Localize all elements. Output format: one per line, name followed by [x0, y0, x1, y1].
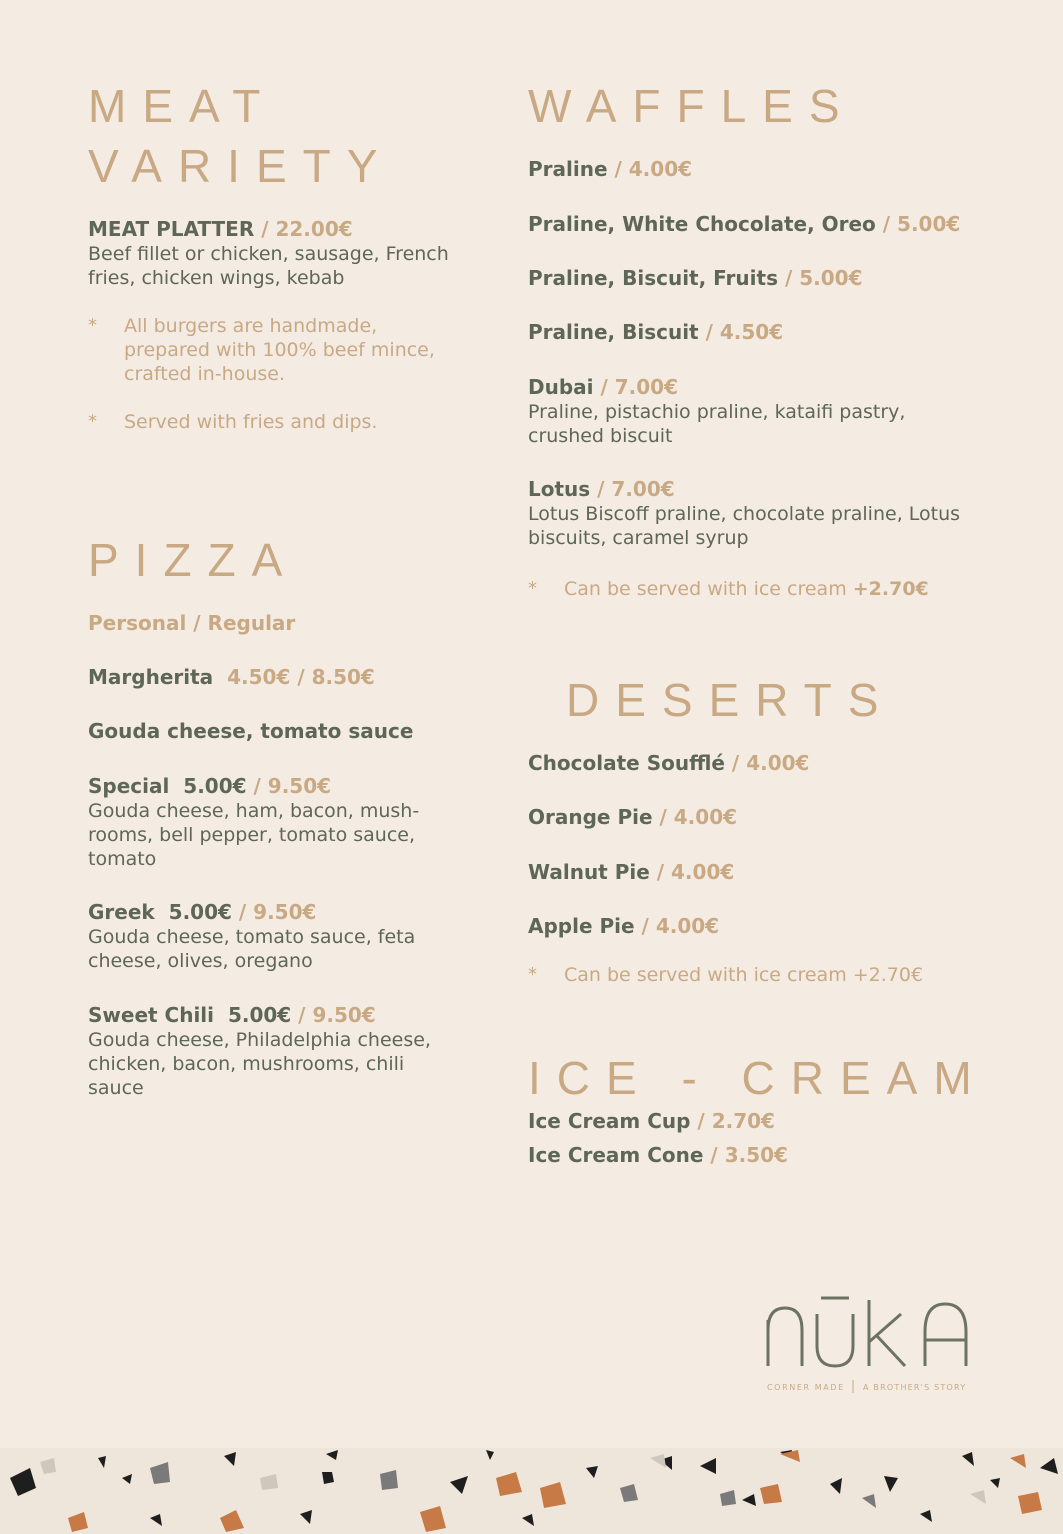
desert-item [528, 913, 1008, 939]
note-text: Can be served with ice cream +2.70€ [564, 964, 924, 986]
desert-item [528, 804, 1008, 830]
tagline-left: CORNER MADE [767, 1383, 845, 1392]
item-price: 7.00€ [614, 375, 679, 399]
item-description: Praline, pistachio praline, kataifi pastry, crushed biscuit [528, 401, 906, 447]
price-separator: / [593, 375, 615, 399]
price-separator: / [649, 860, 672, 884]
item-price: 4.50€ [719, 320, 784, 344]
note-price: +2.70€ [852, 578, 929, 600]
size-header-text: Personal / Regular [88, 611, 296, 635]
fries-note [88, 410, 488, 434]
deserts-title: DESERTS [566, 674, 895, 726]
price-separator: / [690, 1109, 712, 1133]
waffle-item [528, 476, 1008, 550]
item-price-regular: 9.50€ [267, 774, 332, 798]
pizza-title: PIZZA [88, 534, 299, 586]
item-name: Orange Pie [528, 805, 653, 829]
item-price: 22.00€ [275, 217, 353, 241]
item-name: Praline, Biscuit, Fruits [528, 266, 778, 290]
item-name: Dubai [528, 375, 594, 399]
item-price: 5.00€ [897, 212, 961, 236]
price-separator: / [254, 217, 276, 241]
waffles-title: WAFFLES [528, 80, 856, 132]
item-name: Apple Pie [528, 914, 635, 938]
ice-cream-item [528, 1108, 1008, 1134]
nuka-logo [765, 1296, 975, 1396]
item-price-regular: 9.50€ [312, 1003, 376, 1027]
note-text: All burgers are handmade, prepared with 100% beef mince, crafted in-house. [124, 315, 435, 385]
item-description: Lotus Biscoff praline, chocolate praline, Lotus biscuits, caramel syrup [528, 503, 961, 549]
item-price: 7.00€ [611, 477, 675, 501]
price-separator: / [875, 212, 898, 236]
price-separator: / [590, 477, 612, 501]
meat-title-line2: VARIETY [88, 140, 394, 192]
price-separator: / [231, 900, 254, 924]
price-separator: / [246, 774, 268, 798]
item-name: Ice Cream Cone [528, 1143, 704, 1167]
item-name: Margherita [88, 665, 214, 689]
item-description: Gouda cheese, tomato sauce, feta cheese, olives, oregano [88, 926, 416, 972]
burger-note [88, 314, 468, 386]
item-price-personal: 5.00€ [168, 900, 232, 924]
special-pizza-item [88, 773, 488, 871]
item-price: 4.00€ [655, 914, 720, 938]
price-separator: / [703, 1143, 725, 1167]
item-price: 5.00€ [799, 266, 863, 290]
item-name: Praline, Biscuit [528, 320, 699, 344]
item-price: 4.50€ / 8.50€ [227, 665, 375, 689]
price-separator: / [634, 914, 656, 938]
price-separator: / [291, 1003, 313, 1027]
waffle-item [528, 319, 1008, 345]
greek-pizza-item [88, 899, 488, 973]
item-price-regular: 9.50€ [253, 900, 317, 924]
asterisk-icon: * [88, 315, 97, 336]
note-text: Served with fries and dips. [124, 411, 378, 433]
item-price: 3.50€ [724, 1143, 788, 1167]
item-name: Chocolate Soufflé [528, 751, 725, 775]
item-name: Praline [528, 157, 608, 181]
desert-item [528, 750, 1008, 776]
sweet-chili-pizza-item [88, 1002, 488, 1100]
item-description: Gouda cheese, Philadelphia cheese, chicken, bacon, mushrooms, chili sauce [88, 1029, 431, 1099]
terrazzo-pattern [0, 1448, 1063, 1534]
item-price-personal: 5.00€ [227, 1003, 292, 1027]
item-description: Gouda cheese, ham, bacon, mush-rooms, bell pepper, tomato sauce, tomato [88, 800, 420, 870]
gouda-item [88, 718, 488, 744]
waffle-item [528, 156, 1008, 182]
tagline-right: A BROTHER'S STORY [863, 1383, 967, 1392]
ice-cream-item [528, 1142, 1008, 1168]
item-price: 4.00€ [628, 157, 693, 181]
margherita-item [88, 664, 488, 690]
waffle-item [528, 374, 1008, 448]
ice-cream-title: ICE - CREAM [528, 1052, 988, 1104]
item-name: Ice Cream Cup [528, 1109, 691, 1133]
item-name: Greek [88, 900, 155, 924]
meat-variety-title [88, 76, 393, 196]
waffles-ice-cream-note [528, 577, 1008, 601]
desert-item [528, 859, 1008, 885]
price-separator: / [698, 320, 720, 344]
meat-platter-item [88, 216, 488, 290]
price-separator: / [607, 157, 629, 181]
item-name: Gouda cheese, tomato sauce [88, 719, 414, 743]
waffle-item [528, 265, 1008, 291]
item-price: 4.00€ [746, 751, 810, 775]
item-price: 2.70€ [711, 1109, 775, 1133]
meat-title-line1: MEAT [88, 80, 277, 132]
asterisk-icon: * [88, 411, 97, 432]
item-name: Lotus [528, 477, 591, 501]
note-text: Can be served with ice cream [564, 578, 853, 600]
price-separator: / [652, 805, 674, 829]
item-name: Sweet Chili [88, 1003, 215, 1027]
item-price: 4.00€ [673, 805, 738, 829]
item-name: Walnut Pie [528, 860, 650, 884]
asterisk-icon: * [528, 578, 537, 599]
waffle-item [528, 211, 1008, 237]
item-description: Beef fillet or chicken, sausage, French fries, chicken wings, kebab [88, 243, 449, 289]
pizza-size-header [88, 610, 488, 636]
price-separator: / [724, 751, 747, 775]
item-price-personal: 5.00€ [183, 774, 247, 798]
price-separator: / [777, 266, 800, 290]
asterisk-icon: * [528, 964, 537, 985]
item-name: Praline, White Chocolate, Oreo [528, 212, 876, 236]
deserts-ice-cream-note [528, 963, 1008, 987]
item-name: MEAT PLATTER [88, 217, 255, 241]
item-price: 4.00€ [671, 860, 735, 884]
item-name: Special [88, 774, 170, 798]
